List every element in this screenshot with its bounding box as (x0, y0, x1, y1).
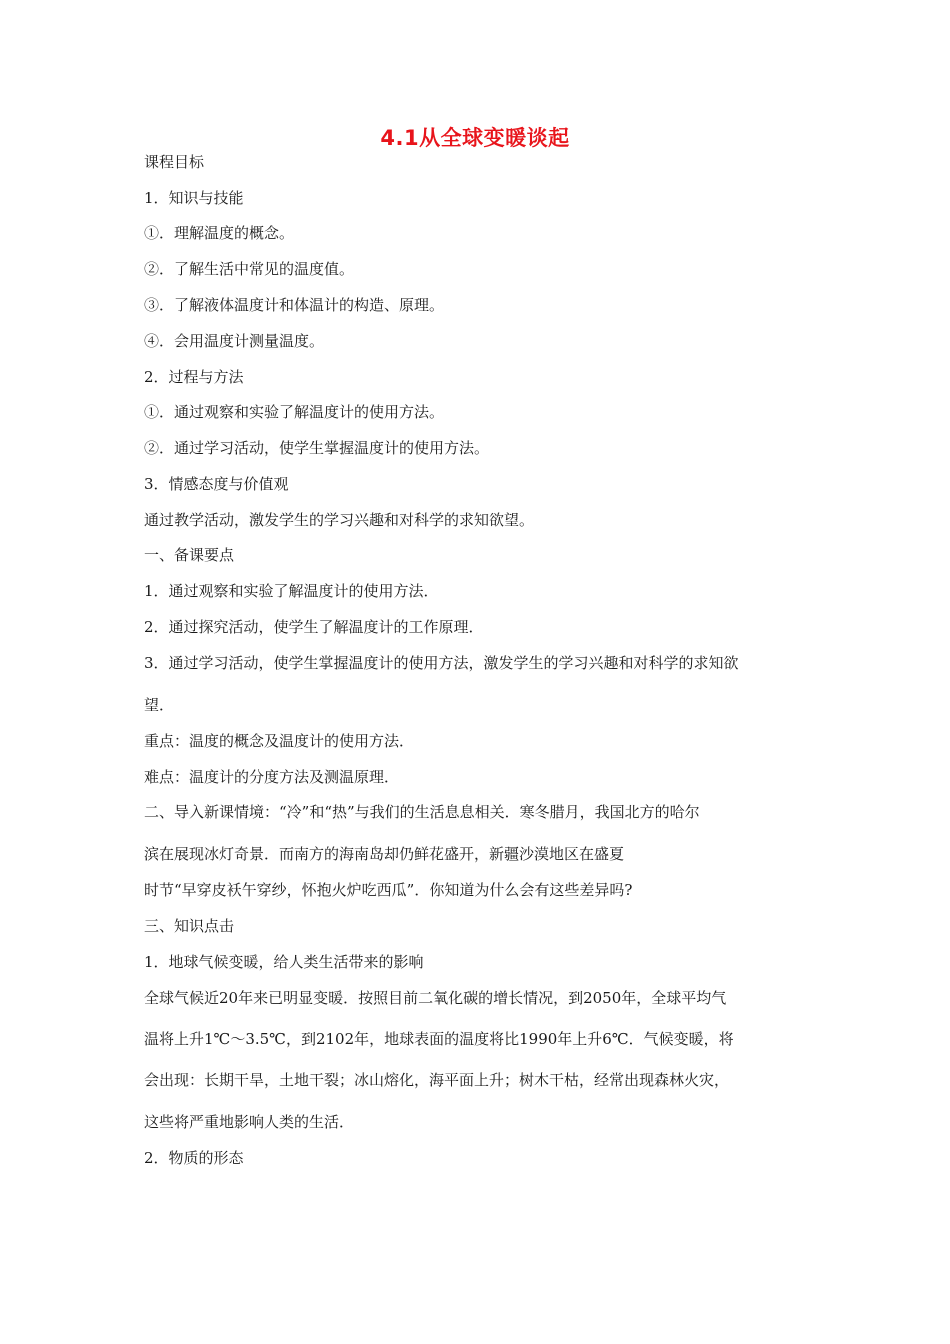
section-heading-intro: 二、导入新课情境：“冷”和“热”与我们的生活息息相关．寒冬腊月，我国北方的哈尔 (144, 803, 700, 821)
section-heading-knowledge: 三、知识点击 (144, 917, 235, 935)
prep-item: 2．通过探究活动，使学生了解温度计的工作原理． (144, 618, 484, 636)
paragraph-line: 这些将严重地影响人类的生活． (144, 1113, 355, 1131)
goal-item: ③．了解液体温度计和体温计的构造、原理。 (144, 296, 445, 314)
section-heading-prep-points: 一、备课要点 (144, 546, 235, 564)
key-point: 重点：温度的概念及温度计的使用方法． (144, 732, 415, 750)
paragraph-line: 滨在展现冰灯奇景．而南方的海南岛却仍鲜花盛开，新疆沙漠地区在盛夏 (144, 845, 625, 863)
knowledge-subheading: 2．物质的形态 (144, 1149, 244, 1167)
goal-item: ①．通过观察和实验了解温度计的使用方法。 (144, 403, 445, 421)
prep-item: 3．通过学习活动，使学生掌握温度计的使用方法，激发学生的学习兴趣和对科学的求知欲 (144, 654, 739, 672)
difficult-point: 难点：温度计的分度方法及测温原理． (144, 768, 400, 786)
subheading-emotion-values: 3．情感态度与价值观 (144, 475, 289, 493)
paragraph-line: 温将上升1℃～3.5℃，到2102年，地球表面的温度将比1990年上升6℃．气候变暖，将 (144, 1030, 734, 1048)
subheading-process-method: 2．过程与方法 (144, 368, 244, 386)
prep-item-continued: 望． (144, 696, 175, 714)
prep-item: 1．通过观察和实验了解温度计的使用方法． (144, 582, 439, 600)
goal-item: ④．会用温度计测量温度。 (144, 332, 325, 350)
subheading-knowledge-skills: 1．知识与技能 (144, 189, 244, 207)
goal-item: ①．理解温度的概念。 (144, 224, 295, 242)
knowledge-subheading: 1．地球气候变暖，给人类生活带来的影响 (144, 953, 424, 971)
goal-item: ②．通过学习活动，使学生掌握温度计的使用方法。 (144, 439, 490, 457)
section-heading-course-goals: 课程目标 (144, 153, 205, 171)
paragraph-line: 时节“早穿皮袄午穿纱，怀抱火炉吃西瓜”．你知道为什么会有这些差异吗? (144, 881, 633, 899)
goal-item: ②．了解生活中常见的温度值。 (144, 260, 355, 278)
document-title: 4.1从全球变暖谈起 (380, 126, 570, 150)
paragraph-line: 通过教学活动，激发学生的学习兴趣和对科学的求知欲望。 (144, 511, 535, 529)
paragraph-line: 全球气候近20年来已明显变暖．按照目前二氧化碳的增长情况，到2050年，全球平均气 (144, 989, 727, 1007)
paragraph-line: 会出现：长期干旱，土地干裂；冰山熔化，海平面上升；树木干枯，经常出现森林火灾， (144, 1071, 730, 1089)
